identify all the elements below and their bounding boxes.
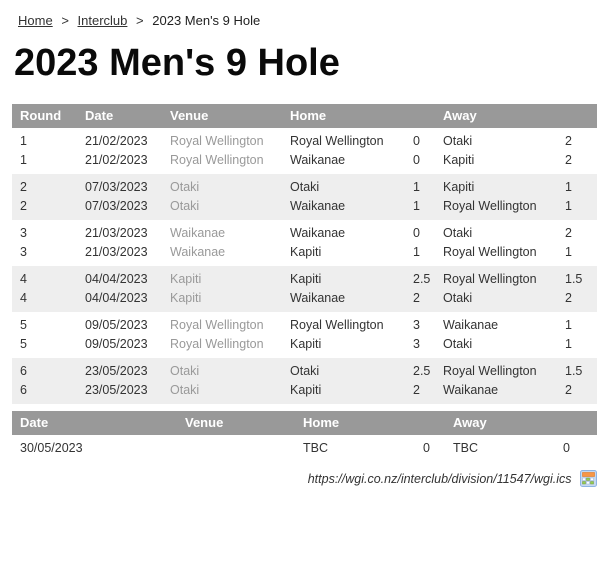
home-score-cell: 3 [413,318,420,332]
venue-cell: Royal Wellington [170,134,264,148]
match-row [12,289,597,308]
tbc-group [12,435,597,462]
away-team-cell: Royal Wellington [443,364,537,378]
ics-link-line [0,470,597,488]
home-score-cell: 0 [423,441,430,455]
match-row [12,178,597,197]
away-team-cell: Waikanae [443,383,499,397]
breadcrumb-home-link[interactable]: Home [18,13,53,28]
header-away: Away [443,108,477,123]
away-team-cell: Kapiti [443,180,475,194]
date-cell: 07/03/2023 [85,180,148,194]
header-venue: Venue [185,415,224,430]
venue-cell: Otaki [170,364,200,378]
round-group-2 [12,174,597,220]
header-home-score [415,411,445,435]
header-date: Date [85,108,114,123]
home-team-cell: Kapiti [290,245,322,259]
date-cell: 07/03/2023 [85,199,148,213]
match-row [12,362,597,381]
away-score-cell: 1 [565,245,572,259]
match-row [12,243,597,262]
date-cell: 21/03/2023 [85,226,148,240]
tbc-match-row [12,439,597,458]
away-team-cell: Otaki [443,291,473,305]
venue-cell: Otaki [170,199,200,213]
match-row [12,316,597,335]
away-score-cell: 1 [565,180,572,194]
date-cell: 30/05/2023 [20,441,83,455]
date-cell: 09/05/2023 [85,337,148,351]
away-score-cell: 0 [563,441,570,455]
home-score-cell: 1 [413,199,420,213]
date-cell: 21/02/2023 [85,153,148,167]
venue-cell: Kapiti [170,291,202,305]
round-cell: 1 [20,134,27,148]
round-cell: 2 [20,199,27,213]
venue-cell: Otaki [170,180,200,194]
round-cell: 5 [20,337,27,351]
away-score-cell: 2 [565,226,572,240]
round-cell: 5 [20,318,27,332]
round-cell: 4 [20,272,27,286]
date-cell: 09/05/2023 [85,318,148,332]
schedule-table-header [12,104,597,128]
tbc-table-header [12,411,597,435]
match-row [12,132,597,151]
away-score-cell: 1 [565,318,572,332]
home-score-cell: 0 [413,153,420,167]
home-score-cell: 0 [413,134,420,148]
ics-url-link[interactable]: https://wgi.co.nz/interclub/division/11547/wgi.ics [307,472,572,486]
venue-cell: Royal Wellington [170,153,264,167]
breadcrumb-separator: > [61,13,69,28]
calendar-icon[interactable] [580,470,597,487]
away-team-cell: Waikanae [443,318,499,332]
round-group-5 [12,312,597,358]
away-team-cell: Royal Wellington [443,199,537,213]
home-score-cell: 2.5 [413,272,431,286]
round-cell: 3 [20,226,27,240]
home-score-cell: 2.5 [413,364,431,378]
match-row [12,224,597,243]
round-cell: 4 [20,291,27,305]
tbc-table-body [12,435,597,462]
date-cell: 21/03/2023 [85,245,148,259]
home-team-cell: Waikanae [290,226,346,240]
away-score-cell: 1.5 [565,272,583,286]
venue-cell: Royal Wellington [170,318,264,332]
away-team-cell: Otaki [443,134,473,148]
home-team-cell: TBC [303,441,328,455]
away-team-cell: Otaki [443,337,473,351]
match-row [12,381,597,400]
round-cell: 2 [20,180,27,194]
breadcrumb-interclub-link[interactable]: Interclub [77,13,128,28]
match-row [12,151,597,170]
round-group-3 [12,220,597,266]
home-team-cell: Waikanae [290,291,346,305]
header-away: Away [453,415,487,430]
away-score-cell: 1.5 [565,364,583,378]
away-score-cell: 2 [565,134,572,148]
header-home: Home [290,108,327,123]
home-team-cell: Waikanae [290,153,346,167]
tbc-table [12,411,597,462]
home-score-cell: 1 [413,180,420,194]
date-cell: 21/02/2023 [85,134,148,148]
home-score-cell: 0 [413,226,420,240]
away-score-cell: 2 [565,153,572,167]
venue-cell: Waikanae [170,226,226,240]
away-team-cell: Kapiti [443,153,475,167]
breadcrumb-current-page: 2023 Men's 9 Hole [152,13,261,28]
header-home-score [405,104,435,128]
header-venue: Venue [170,108,209,123]
home-score-cell: 3 [413,337,420,351]
home-score-cell: 2 [413,383,420,397]
home-score-cell: 2 [413,291,420,305]
schedule-table [12,104,597,404]
venue-cell: Otaki [170,383,200,397]
home-team-cell: Royal Wellington [290,318,384,332]
home-team-cell: Otaki [290,364,320,378]
date-cell: 04/04/2023 [85,272,148,286]
venue-cell: Kapiti [170,272,202,286]
home-team-cell: Kapiti [290,272,322,286]
header-away-score [555,411,597,435]
match-row [12,270,597,289]
home-team-cell: Royal Wellington [290,134,384,148]
round-group-4 [12,266,597,312]
round-group-1 [12,128,597,174]
breadcrumb [0,0,609,28]
round-cell: 6 [20,364,27,378]
home-team-cell: Kapiti [290,383,322,397]
venue-cell: Waikanae [170,245,226,259]
away-team-cell: Royal Wellington [443,245,537,259]
home-team-cell: Waikanae [290,199,346,213]
venue-cell: Royal Wellington [170,337,264,351]
venue-cell [177,439,295,458]
home-team-cell: Kapiti [290,337,322,351]
round-group-6 [12,358,597,404]
round-cell: 1 [20,153,27,167]
round-cell: 6 [20,383,27,397]
header-away-score [557,104,597,128]
breadcrumb-separator: > [136,13,144,28]
header-round: Round [20,108,62,123]
header-home: Home [303,415,340,430]
page-title: 2023 Men's 9 Hole [14,42,340,84]
round-cell: 3 [20,245,27,259]
away-team-cell: Otaki [443,226,473,240]
schedule-table-body [12,128,597,404]
date-cell: 23/05/2023 [85,364,148,378]
header-date: Date [20,415,49,430]
date-cell: 23/05/2023 [85,383,148,397]
away-score-cell: 2 [565,383,572,397]
home-score-cell: 1 [413,245,420,259]
match-row [12,197,597,216]
away-score-cell: 1 [565,199,572,213]
away-team-cell: Royal Wellington [443,272,537,286]
home-team-cell: Otaki [290,180,320,194]
match-row [12,335,597,354]
date-cell: 04/04/2023 [85,291,148,305]
away-team-cell: TBC [453,441,478,455]
away-score-cell: 1 [565,337,572,351]
away-score-cell: 2 [565,291,572,305]
